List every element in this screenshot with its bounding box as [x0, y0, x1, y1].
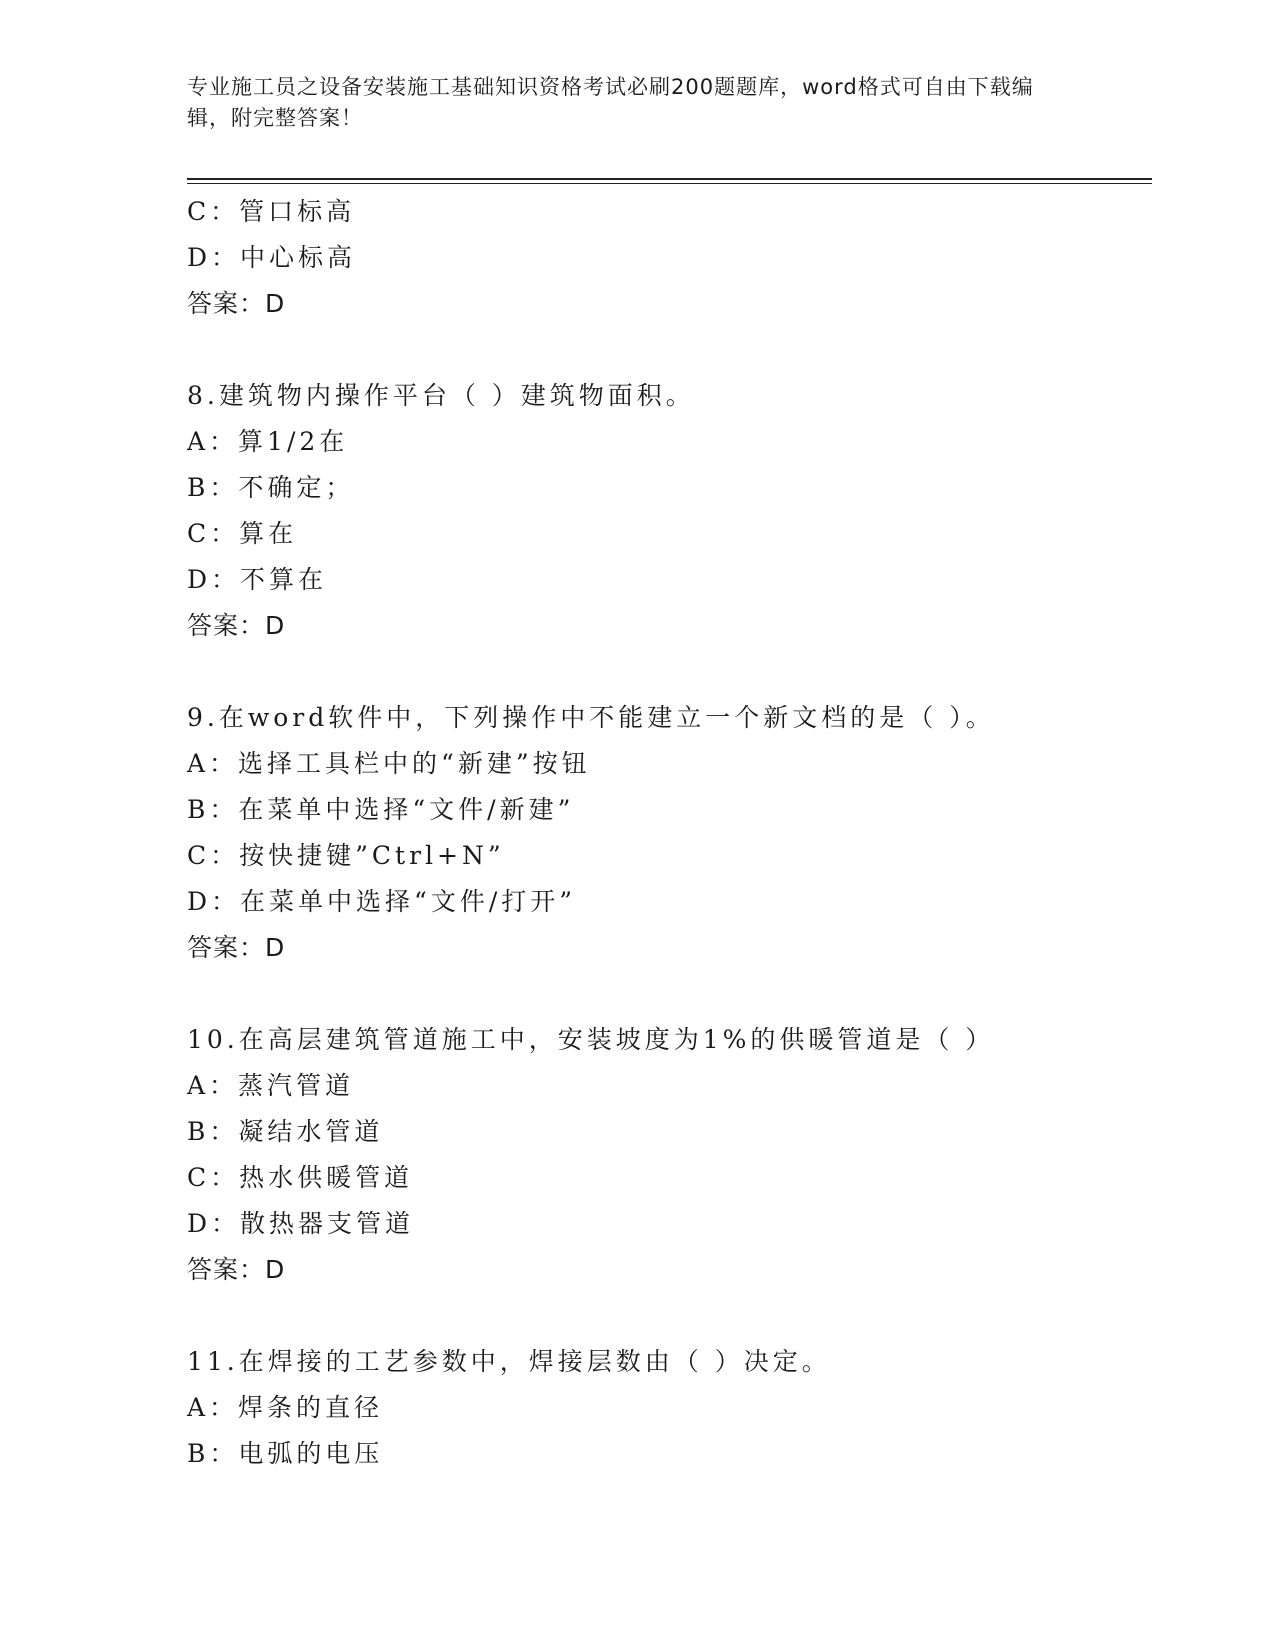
option-c: C：按快捷键”Ctrl+N” [187, 841, 505, 870]
page-header [187, 72, 1067, 134]
spacer [187, 971, 1152, 1017]
question-list [187, 189, 1152, 1477]
answer: 答案：D [187, 611, 286, 640]
question-9 [187, 695, 1152, 971]
question-10 [187, 1017, 1152, 1293]
option-d: D：中心标高 [187, 243, 357, 272]
option-b: B：电弧的电压 [187, 1439, 384, 1468]
header-divider-thick [187, 178, 1152, 180]
spacer [187, 649, 1152, 695]
answer: 答案：D [187, 1255, 286, 1284]
partial-question [187, 189, 1152, 327]
option-d: D：在菜单中选择“文件/打开” [187, 887, 577, 916]
question-stem: 10.在高层建筑管道施工中，安装坡度为1%的供暖管道是（ ） [187, 1025, 995, 1054]
header-divider-thin [187, 183, 1152, 184]
document-title: 专业施工员之设备安装施工基础知识资格考试必刷200题题库，word格式可自由下载编辑，附完整答案！ [187, 75, 1034, 130]
option-b: B：不确定； [187, 473, 355, 502]
spacer [187, 327, 1152, 373]
question-stem: 11.在焊接的工艺参数中，焊接层数由（ ）决定。 [187, 1347, 831, 1376]
spacer [187, 1293, 1152, 1339]
option-b: B：凝结水管道 [187, 1117, 384, 1146]
option-c: C：算在 [187, 519, 298, 548]
question-8 [187, 373, 1152, 649]
option-d: D：不算在 [187, 565, 328, 594]
question-stem: 9.在word软件中，下列操作中不能建立一个新文档的是（ ）。 [187, 703, 995, 732]
option-c: C：管口标高 [187, 197, 356, 226]
option-a: A：蒸汽管道 [187, 1071, 355, 1100]
option-a: A：焊条的直径 [187, 1393, 384, 1422]
answer: 答案：D [187, 289, 286, 318]
option-d: D：散热器支管道 [187, 1209, 415, 1238]
answer: 答案：D [187, 933, 286, 962]
option-c: C：热水供暖管道 [187, 1163, 414, 1192]
question-stem: 8.建筑物内操作平台（ ）建筑物面积。 [187, 381, 695, 410]
question-11 [187, 1339, 1152, 1477]
option-b: B：在菜单中选择“文件/新建” [187, 795, 575, 824]
option-a: A：选择工具栏中的“新建”按钮 [187, 749, 591, 778]
option-a: A：算1/2在 [187, 427, 349, 456]
